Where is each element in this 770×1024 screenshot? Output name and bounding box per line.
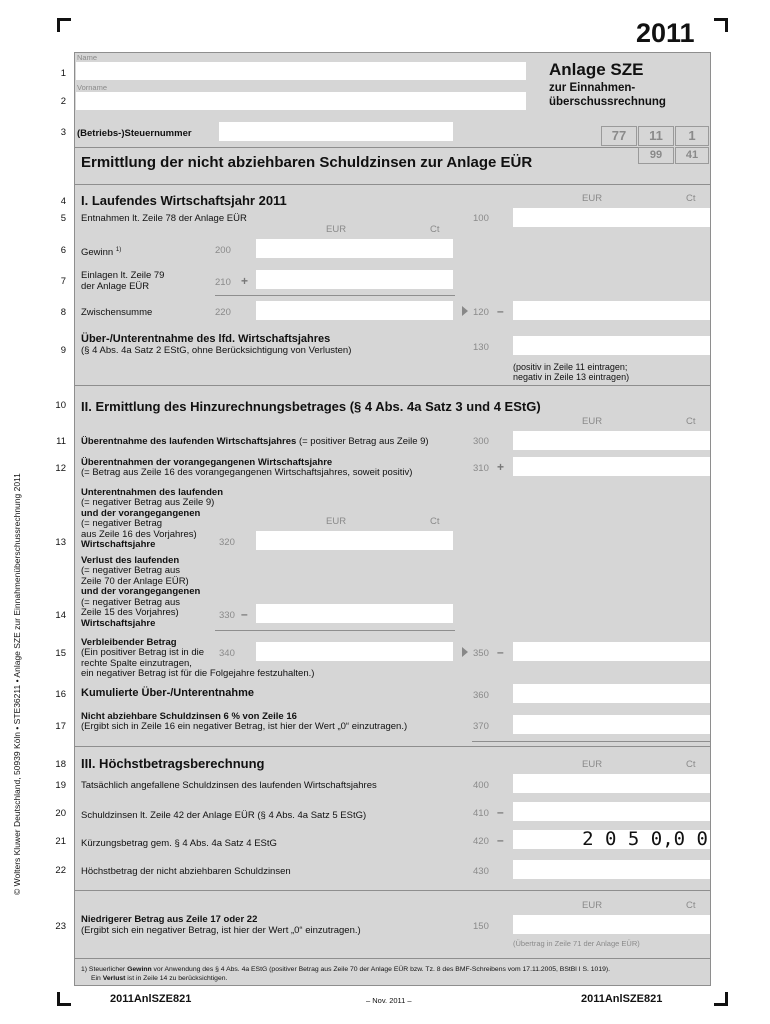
main-title: Ermittlung der nicht abziehbaren Schuldzinsen zur Anlage EÜR xyxy=(81,154,533,171)
zwischensumme-label: Zwischensumme xyxy=(81,307,153,318)
row-number: 22 xyxy=(55,865,66,876)
form-subtitle-2: überschussrechnung xyxy=(549,96,666,108)
hint-2: negativ in Zeile 13 eintragen) xyxy=(513,372,630,382)
section-2-title: II. Ermittlung des Hinzurechnungsbetrages (§ 4 Abs. 4a Satz 3 und 4 EStG) xyxy=(81,399,541,414)
code-box: 11 xyxy=(638,126,674,146)
ueberentnahme-title: Über-/Unterentnahme des lfd. Wirtschaftsjahres xyxy=(81,333,331,345)
corner-mark-top-left xyxy=(57,18,71,32)
eur-header: EUR xyxy=(326,224,347,235)
field-150[interactable] xyxy=(513,915,710,934)
field-300[interactable] xyxy=(513,431,710,450)
kennzahl-430: 430 xyxy=(473,866,489,877)
row-number: 3 xyxy=(60,127,66,138)
row-17-sub: (Ergibt sich in Zeile 16 ein negativer Betrag, ist hier der Wert „0“ einzutragen.) xyxy=(81,721,408,732)
row-number: 12 xyxy=(55,463,66,474)
row-12-title: Überentnahmen der vorangegangenen Wirtschaftsjahre xyxy=(81,457,333,468)
minus-sign: – xyxy=(497,805,504,819)
kennzahl-150: 150 xyxy=(473,921,489,932)
form-year: 2011 xyxy=(636,18,695,48)
entnahmen-label: Entnahmen lt. Zeile 78 der Anlage EÜR xyxy=(81,213,247,224)
row-15-line-3: rechte Spalte einzutragen, xyxy=(81,658,192,669)
row-13-line: Unterentnahmen des laufenden xyxy=(81,487,223,498)
row-number: 2 xyxy=(60,96,66,107)
footer-date: – Nov. 2011 – xyxy=(366,996,412,1005)
row-13-line: und der vorangegangenen xyxy=(81,508,201,519)
kennzahl-100: 100 xyxy=(473,213,489,224)
row-number: 15 xyxy=(55,648,66,659)
corner-mark-bottom-left xyxy=(57,992,71,1006)
kennzahl-350: 350 xyxy=(473,648,489,659)
kennzahl-310: 310 xyxy=(473,463,489,474)
kennzahl-360: 360 xyxy=(473,690,489,701)
kennzahl-220: 220 xyxy=(215,307,231,318)
row-13-line: aus Zeile 16 des Vorjahres) xyxy=(81,529,197,540)
kennzahl-410: 410 xyxy=(473,808,489,819)
row-11-label: Überentnahme des laufenden Wirtschaftsjahres (= positiver Betrag aus Zeile 9) xyxy=(81,436,429,447)
vorname-input[interactable] xyxy=(76,92,526,110)
row-number: 23 xyxy=(55,921,66,932)
row-number: 19 xyxy=(55,780,66,791)
field-370[interactable] xyxy=(513,715,710,734)
field-420[interactable]: 2 0 5 0,0 0 xyxy=(513,830,710,849)
ct-header: Ct xyxy=(686,759,696,770)
eur-header: EUR xyxy=(582,900,603,911)
row-13-line: (= negativer Betrag aus Zeile 9) xyxy=(81,497,215,508)
eur-header: EUR xyxy=(326,516,347,527)
uebertrag-hint: (Übertrag in Zeile 71 der Anlage EÜR) xyxy=(513,939,640,948)
field-120[interactable] xyxy=(513,301,710,320)
form-title: Anlage SZE xyxy=(549,60,644,79)
row-23-sub: (Ergibt sich ein negativer Betrag, ist hier der Wert „0“ einzutragen.) xyxy=(81,925,361,936)
row-14-line: (= negativer Betrag aus xyxy=(81,597,181,608)
steuernummer-label: (Betriebs-)Steuernummer xyxy=(77,128,192,139)
row-number: 7 xyxy=(60,276,66,287)
row-number: 5 xyxy=(60,213,66,224)
row-number: 17 xyxy=(55,721,66,732)
field-350[interactable] xyxy=(513,642,710,661)
field-220[interactable] xyxy=(256,301,453,320)
row-14-line: Zeile 15 des Vorjahres) xyxy=(81,607,179,618)
row-14-line: Verlust des laufenden xyxy=(81,555,180,566)
corner-mark-bottom-right xyxy=(714,992,728,1006)
row-number: 9 xyxy=(60,345,66,356)
arrow-right-icon xyxy=(462,306,468,316)
name-label: Name xyxy=(77,53,98,62)
row-12-sub: (= Betrag aus Zeile 16 des vorangegangenen Wirtschaftsjahres, soweit positiv) xyxy=(81,467,413,478)
kennzahl-300: 300 xyxy=(473,436,489,447)
hint-1: (positiv in Zeile 11 eintragen; xyxy=(513,362,628,372)
section-1-title: I. Laufendes Wirtschaftsjahr 2011 xyxy=(81,193,287,208)
kennzahl-210: 210 xyxy=(215,277,231,288)
einlagen-label-2: der Anlage EÜR xyxy=(81,281,150,292)
minus-sign: – xyxy=(241,607,248,621)
section-3-title: III. Höchstbetragsberechnung xyxy=(81,756,265,771)
field-340[interactable] xyxy=(256,642,453,661)
ct-header: Ct xyxy=(686,193,696,204)
row-16-label: Kumulierte Über-/Unterentnahme xyxy=(81,687,254,699)
eur-header: EUR xyxy=(582,193,603,204)
field-320[interactable] xyxy=(256,531,453,550)
plus-sign: + xyxy=(497,460,505,474)
field-200[interactable] xyxy=(256,239,453,258)
row-number: 16 xyxy=(55,689,66,700)
footnote-line-2: Ein Verlust ist in Zeile 14 zu berücksichtigen. xyxy=(91,975,228,982)
field-310[interactable] xyxy=(513,457,710,476)
code-box: 77 xyxy=(601,126,637,146)
code-box: 1 xyxy=(675,126,709,146)
field-360[interactable] xyxy=(513,684,710,703)
ct-header: Ct xyxy=(686,900,696,911)
footer-form-id-left: 2011AnlSZE821 xyxy=(110,993,192,1005)
row-number: 21 xyxy=(55,836,66,847)
row-14-line: Zeile 70 der Anlage EÜR) xyxy=(81,576,189,587)
gewinn-label: Gewinn $^{1)}$ xyxy=(81,247,122,259)
einlagen-label-1: Einlagen lt. Zeile 79 xyxy=(81,270,165,281)
kennzahl-130: 130 xyxy=(473,342,489,353)
row-14-line: und der vorangegangenen xyxy=(81,586,201,597)
eur-header: EUR xyxy=(582,416,603,427)
row-number: 14 xyxy=(55,610,66,621)
kennzahl-400: 400 xyxy=(473,780,489,791)
field-400[interactable] xyxy=(513,774,710,793)
minus-sign: – xyxy=(497,833,504,847)
ueberentnahme-sub: (§ 4 Abs. 4a Satz 2 EStG, ohne Berücksichtigung von Verlusten) xyxy=(81,345,352,356)
row-number: 1 xyxy=(60,68,66,79)
row-number: 4 xyxy=(60,196,66,207)
row-14-line: Wirtschaftsjahre xyxy=(81,618,156,629)
vorname-label: Vorname xyxy=(77,83,108,92)
ct-header: Ct xyxy=(686,416,696,427)
field-410[interactable] xyxy=(513,802,710,821)
arrow-right-icon xyxy=(462,647,468,657)
kennzahl-320: 320 xyxy=(219,537,235,548)
row-number: 8 xyxy=(60,307,66,318)
row-15-line-2: (Ein positiver Betrag ist in die xyxy=(81,647,205,658)
name-input[interactable] xyxy=(76,62,526,80)
corner-mark-top-right xyxy=(714,18,728,32)
kennzahl-200: 200 xyxy=(215,245,231,256)
minus-sign: – xyxy=(497,304,504,318)
row-17-title: Nicht abziehbare Schuldzinsen 6 % von Zeile 16 xyxy=(81,711,297,722)
kennzahl-370: 370 xyxy=(473,721,489,732)
field-100[interactable] xyxy=(513,208,710,227)
field-130[interactable] xyxy=(513,336,710,355)
row-21-label: Kürzungsbetrag gem. § 4 Abs. 4a Satz 4 EStG xyxy=(81,838,277,849)
row-20-label: Schuldzinsen lt. Zeile 42 der Anlage EÜR (§ 4 Abs. 4a Satz 5 EStG) xyxy=(81,810,367,821)
row-number: 13 xyxy=(55,537,66,548)
row-number: 18 xyxy=(55,759,66,770)
footer-form-id-right: 2011AnlSZE821 xyxy=(581,993,663,1005)
plus-sign: + xyxy=(241,274,249,288)
row-13-line: Wirtschaftsjahre xyxy=(81,539,156,550)
row-number: 10 xyxy=(55,400,66,411)
form-subtitle-1: zur Einnahmen- xyxy=(549,82,636,94)
code-box: 41 xyxy=(675,147,709,164)
row-13-line: (= negativer Betrag xyxy=(81,518,163,529)
kennzahl-340: 340 xyxy=(219,648,235,659)
steuernummer-input[interactable] xyxy=(219,122,453,141)
row-23-title: Niedrigerer Betrag aus Zeile 17 oder 22 xyxy=(81,914,258,925)
kennzahl-420: 420 xyxy=(473,836,489,847)
row-number: 11 xyxy=(56,436,66,447)
row-15-line-1: Verbleibender Betrag xyxy=(81,637,177,648)
row-14-line: (= negativer Betrag aus xyxy=(81,565,181,576)
field-430[interactable] xyxy=(513,860,710,879)
code-box: 99 xyxy=(638,147,674,164)
row-15-line-4: ein negativer Betrag ist für die Folgejahre festzuhalten.) xyxy=(81,668,315,679)
kennzahl-330: 330 xyxy=(219,610,235,621)
kennzahl-120: 120 xyxy=(473,307,489,318)
publisher-sidebar-text: © Wolters Kluwer Deutschland, 50939 Köln • STE36211 • Anlage SZE zur Einnahmenüberschussrechnung 2011 xyxy=(12,473,22,895)
row-22-label: Höchstbetrag der nicht abziehbaren Schuldzinsen xyxy=(81,866,291,877)
minus-sign: – xyxy=(497,645,504,659)
footnote-line-1: 1) Steuerlicher Gewinn vor Anwendung des § 4 Abs. 4a EStG (positiver Betrag aus Zeile 70 der Anlage EÜR bzw. Tz. 8 des BMF-Schreibens vom 17.11.2005, BStBl I S. 1019). xyxy=(81,966,611,973)
row-number: 6 xyxy=(60,245,66,256)
field-210[interactable] xyxy=(256,270,453,289)
row-19-label: Tatsächlich angefallene Schuldzinsen des laufenden Wirtschaftsjahres xyxy=(81,780,377,791)
ct-header: Ct xyxy=(430,224,440,235)
row-number: 20 xyxy=(55,808,66,819)
field-330[interactable] xyxy=(256,604,453,623)
ct-header: Ct xyxy=(430,516,440,527)
eur-header: EUR xyxy=(582,759,603,770)
